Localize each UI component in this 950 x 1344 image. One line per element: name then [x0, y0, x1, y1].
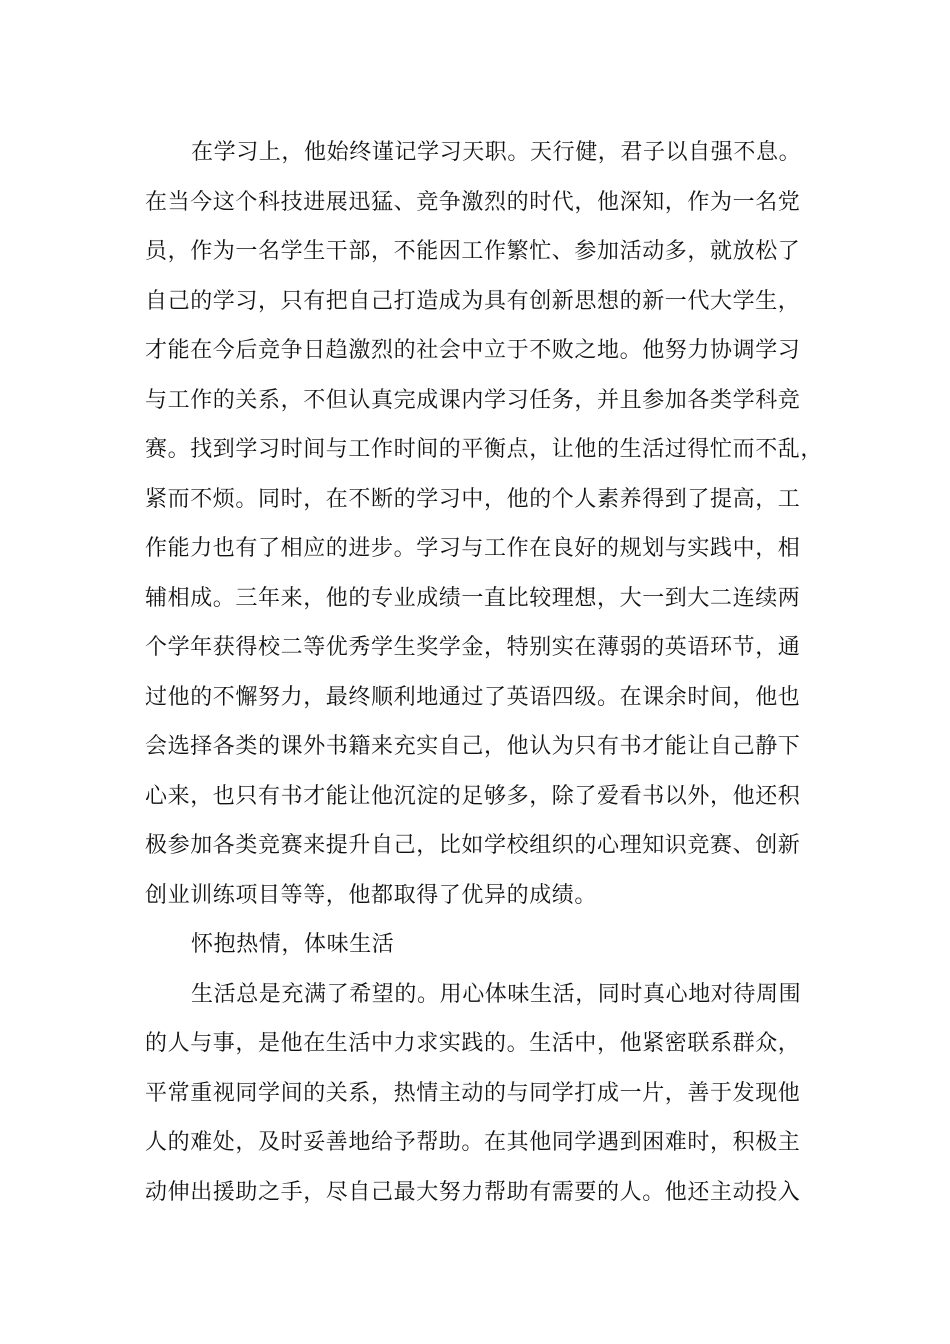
paragraph-line: 会选择各类的课外书籍来充实自己，他认为只有书才能让自己静下 — [145, 734, 801, 759]
paragraph-line: 人的难处，及时妥善地给予帮助。在其他同学遇到困难时，积极主 — [145, 1130, 801, 1155]
paragraph-line: 过他的不懈努力，最终顺利地通过了英语四级。在课余时间，他也 — [145, 684, 801, 710]
paragraph-line: 在学习上，他始终谨记学习天职。天行健，君子以自强不息。 — [191, 140, 802, 165]
paragraph-line: 创业训练项目等等，他都取得了优异的成绩。 — [145, 882, 598, 908]
paragraph-line: 自己的学习，只有把自己打造成为具有创新思想的新一代大学生， — [145, 288, 801, 314]
body-text — [145, 128, 825, 1217]
paragraph-line: 辅相成。三年来，他的专业成绩一直比较理想，大一到大二连续两 — [145, 585, 801, 611]
paragraph-line: 动伸出援助之手，尽自己最大努力帮助有需要的人。他还主动投入 — [145, 1179, 801, 1205]
paragraph-line: 极参加各类竞赛来提升自己，比如学校组织的心理知识竞赛、创新 — [145, 833, 801, 858]
paragraph-line: 员，作为一名学生干部，不能因工作繁忙、参加活动多，就放松了 — [145, 239, 801, 264]
paragraph-line: 作能力也有了相应的进步。学习与工作在良好的规划与实践中，相 — [145, 536, 801, 561]
paragraph-line: 生活总是充满了希望的。用心体味生活，同时真心地对待周围 — [191, 981, 802, 1007]
paragraph-line: 赛。找到学习时间与工作时间的平衡点，让他的生活过得忙而不乱， — [145, 437, 824, 462]
paragraph-line: 平常重视同学间的关系，热情主动的与同学打成一片，善于发现他 — [145, 1080, 801, 1106]
paragraph-line: 与工作的关系，不但认真完成课内学习任务，并且参加各类学科竞 — [145, 387, 801, 413]
paragraph-line: 的人与事，是他在生活中力求实践的。生活中，他紧密联系群众， — [145, 1031, 801, 1056]
paragraph-line: 个学年获得校二等优秀学生奖学金，特别实在薄弱的英语环节，通 — [145, 635, 801, 660]
paragraph-line: 才能在今后竞争日趋激烈的社会中立于不败之地。他努力协调学习 — [145, 338, 801, 363]
paragraph-line: 紧而不烦。同时，在不断的学习中，他的个人素养得到了提高，工 — [145, 486, 801, 512]
paragraph-line: 在当今这个科技进展迅猛、竞争激烈的时代，他深知，作为一名党 — [145, 189, 801, 215]
section-heading: 怀抱热情，体味生活 — [191, 932, 395, 957]
paragraph-line: 心来，也只有书才能让他沉淀的足够多，除了爱看书以外，他还积 — [145, 783, 801, 809]
